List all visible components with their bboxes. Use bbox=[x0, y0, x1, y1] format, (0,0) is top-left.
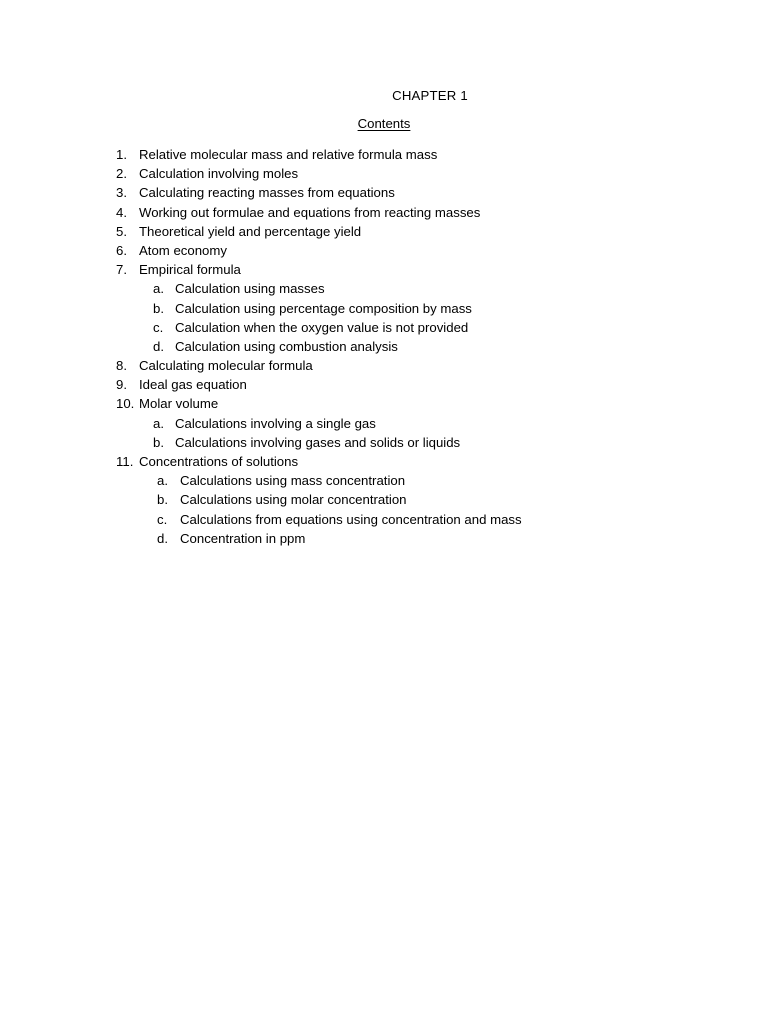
toc-item-text: Calculating molecular formula bbox=[139, 358, 313, 374]
toc-subitem-text: Calculations involving a single gas bbox=[175, 415, 376, 431]
toc-subitem-text: Calculations involving gases and solids or liquids bbox=[175, 434, 461, 450]
toc-item-text: Molar volume bbox=[139, 396, 219, 412]
toc-subitem-text: Calculations from equations using concentration and mass bbox=[180, 511, 522, 527]
toc-subitem-text: Calculation using masses bbox=[175, 281, 325, 297]
toc-item-text: Theoretical yield and percentage yield bbox=[139, 223, 362, 239]
toc-subitem bbox=[0, 490, 768, 509]
contents-heading-text: Contents bbox=[357, 116, 411, 131]
toc-subitem-text: Calculation using percentage composition by mass bbox=[175, 300, 472, 316]
toc-subitem bbox=[0, 337, 768, 356]
toc-item bbox=[0, 222, 768, 241]
toc-subitem-letter: d. bbox=[157, 530, 168, 546]
toc-item bbox=[0, 260, 768, 279]
contents-heading bbox=[0, 116, 768, 131]
toc-subitem-letter: b. bbox=[153, 300, 164, 316]
toc-item-text: Concentrations of solutions bbox=[139, 454, 299, 469]
toc-subitem bbox=[0, 433, 768, 452]
toc-item-number: 5. bbox=[116, 223, 127, 239]
toc-subitem-letter: c. bbox=[157, 511, 168, 527]
toc-subitem bbox=[0, 471, 768, 490]
chapter-title: CHAPTER 1 bbox=[392, 88, 468, 103]
toc-subitem-letter: c. bbox=[153, 319, 164, 335]
toc-subitem-letter: b. bbox=[153, 434, 164, 450]
toc-subitem-letter: b. bbox=[157, 492, 168, 508]
toc-item bbox=[0, 183, 768, 202]
toc-item bbox=[0, 164, 768, 183]
toc-subitem-text: Concentration in ppm bbox=[180, 530, 306, 546]
toc-subitem bbox=[0, 279, 768, 298]
toc-item-number: 6. bbox=[116, 242, 127, 258]
toc-item bbox=[0, 241, 768, 260]
toc-item bbox=[0, 394, 768, 413]
toc-item-number: 2. bbox=[116, 166, 127, 182]
toc-subitem-text: Calculations using molar concentration bbox=[180, 492, 407, 508]
toc-item-number: 1. bbox=[116, 147, 127, 162]
toc-item-number: 8. bbox=[116, 358, 127, 374]
toc-item-number: 11. bbox=[116, 454, 134, 469]
toc-item bbox=[0, 145, 768, 164]
table-of-contents bbox=[0, 145, 768, 548]
toc-subitem-text: Calculation when the oxygen value is not provided bbox=[175, 319, 469, 335]
toc-subitem bbox=[0, 510, 768, 529]
toc-item bbox=[0, 375, 768, 394]
toc-item-text: Calculating reacting masses from equations bbox=[139, 185, 395, 201]
toc-item-number: 10. bbox=[116, 396, 135, 412]
toc-subitem bbox=[0, 414, 768, 433]
toc-subitem bbox=[0, 318, 768, 337]
toc-subitem bbox=[0, 529, 768, 548]
toc-item-text: Ideal gas equation bbox=[139, 377, 247, 393]
toc-item-number: 3. bbox=[116, 185, 127, 201]
toc-item bbox=[0, 452, 768, 471]
toc-subitem-letter: a. bbox=[157, 473, 168, 489]
toc-item-text: Calculation involving moles bbox=[139, 166, 299, 182]
toc-item-text: Empirical formula bbox=[139, 262, 241, 278]
toc-item-text: Relative molecular mass and relative formula mass bbox=[139, 147, 438, 162]
toc-item bbox=[0, 356, 768, 375]
toc-subitem-letter: a. bbox=[153, 281, 164, 297]
toc-subitem-letter: d. bbox=[153, 338, 164, 354]
toc-subitem-text: Calculation using combustion analysis bbox=[175, 338, 398, 354]
toc-subitem-text: Calculations using mass concentration bbox=[180, 473, 406, 489]
toc-item-number: 9. bbox=[116, 377, 127, 393]
toc-item-text: Atom economy bbox=[139, 242, 227, 258]
toc-item bbox=[0, 203, 768, 222]
toc-item-text: Working out formulae and equations from reacting masses bbox=[139, 204, 481, 220]
toc-subitem bbox=[0, 299, 768, 318]
toc-item-number: 4. bbox=[116, 204, 127, 220]
toc-subitem-letter: a. bbox=[153, 415, 164, 431]
toc-item-number: 7. bbox=[116, 262, 127, 278]
